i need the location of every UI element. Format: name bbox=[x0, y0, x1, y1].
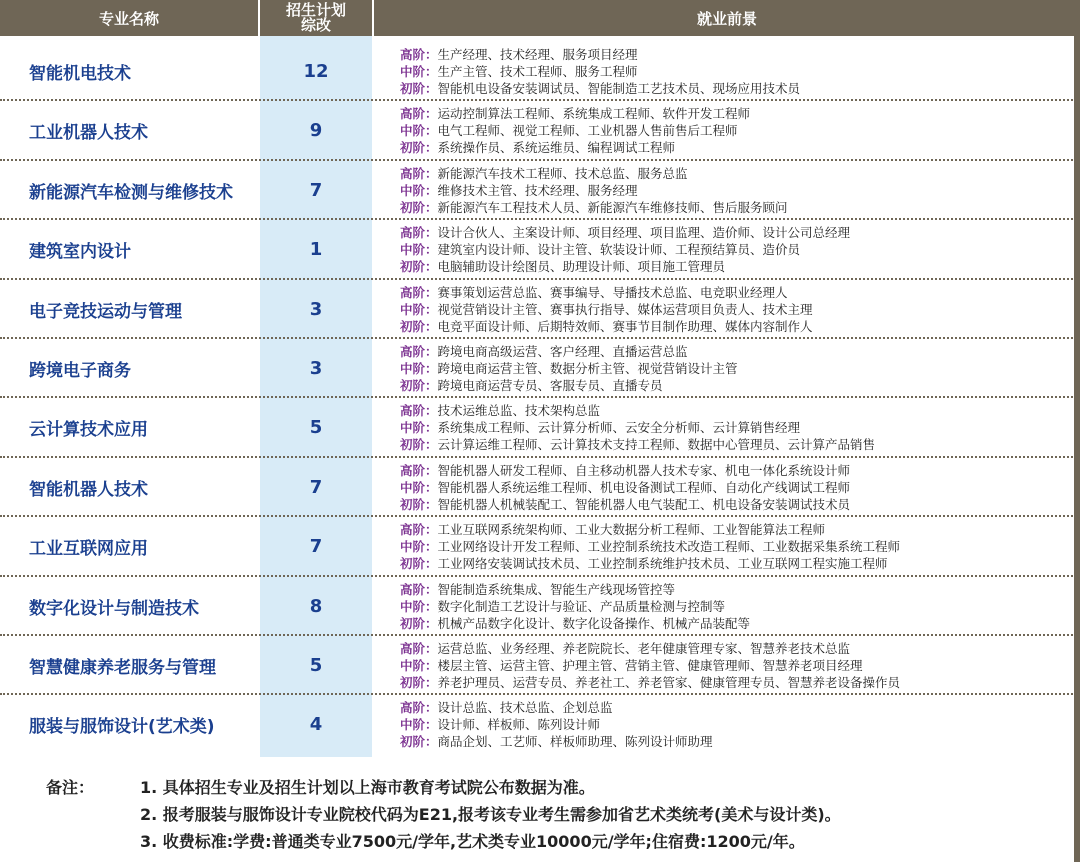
level-low-text: 新能源汽车工程技术人员、新能源汽车维修技师、售后服务顾问 bbox=[437, 199, 788, 215]
level-low bbox=[400, 555, 1080, 572]
level-low-text: 系统操作员、系统运维员、编程调试工程师 bbox=[437, 140, 676, 156]
table-row bbox=[0, 280, 1080, 339]
note-3: 3. 收费标准:学费:普通类专业7500元/学年,艺术类专业10000元/学年;住宿费:1200元/年。 bbox=[140, 832, 805, 851]
level-mid bbox=[400, 360, 1080, 377]
table-row bbox=[0, 636, 1080, 695]
enrollment-count: 7 bbox=[309, 476, 323, 498]
major-name: 云计算技术应用 bbox=[29, 420, 148, 441]
level-mid-text: 视觉营销设计主管、赛事执行指导、媒体运营项目负责人、技术主理 bbox=[437, 301, 813, 317]
level-low-label: 初阶： bbox=[400, 259, 438, 275]
level-mid bbox=[400, 301, 1080, 318]
level-high bbox=[400, 521, 1080, 538]
note-1: 1. 具体招生专业及招生计划以上海市教育考试院公布数据为准。 bbox=[140, 778, 595, 797]
level-low bbox=[400, 436, 1080, 453]
level-high bbox=[400, 402, 1080, 419]
level-high bbox=[400, 343, 1080, 360]
level-high-label: 高阶： bbox=[400, 47, 438, 62]
level-high-text: 运动控制算法工程师、系统集成工程师、软件开发工程师 bbox=[437, 106, 751, 122]
level-low bbox=[400, 318, 1080, 335]
major-name: 智能机电技术 bbox=[29, 64, 131, 84]
level-high-text: 设计合伙人、主案设计师、项目经理、项目监理、造价师、设计公司总经理 bbox=[437, 225, 851, 241]
level-low-label: 初阶： bbox=[400, 734, 438, 750]
level-high bbox=[400, 699, 1080, 716]
level-mid-label: 中阶： bbox=[400, 242, 438, 258]
level-high-label: 高阶： bbox=[400, 106, 438, 122]
level-high-text: 运营总监、业务经理、养老院院长、老年健康管理专家、智慧养老技术总监 bbox=[437, 641, 851, 656]
level-mid bbox=[400, 598, 1080, 615]
level-low-text: 电脑辅助设计绘图员、助理设计师、项目施工管理员 bbox=[437, 259, 726, 275]
level-low-label: 初阶： bbox=[400, 378, 438, 393]
level-high-label: 高阶： bbox=[400, 581, 438, 597]
level-high-label: 高阶： bbox=[400, 700, 438, 716]
level-high-label: 高阶： bbox=[400, 403, 438, 419]
enrollment-count: 9 bbox=[309, 120, 323, 142]
level-high bbox=[400, 105, 1080, 122]
level-mid-text: 设计师、样板师、陈列设计师 bbox=[437, 717, 601, 733]
level-high bbox=[400, 46, 1080, 63]
notes-section bbox=[0, 757, 1080, 862]
level-low-text: 跨境电商运营专员、客服专员、直播专员 bbox=[437, 378, 663, 393]
career-levels bbox=[400, 462, 1080, 513]
major-name: 智慧健康养老服务与管理 bbox=[29, 658, 216, 678]
level-mid bbox=[400, 657, 1080, 674]
level-high-text: 智能制造系统集成、智能生产线现场管控等 bbox=[437, 581, 676, 597]
major-name: 工业机器人技术 bbox=[29, 123, 148, 144]
level-high bbox=[400, 224, 1080, 241]
level-low bbox=[400, 674, 1080, 691]
enrollment-count: 7 bbox=[309, 536, 323, 558]
level-mid bbox=[400, 182, 1080, 199]
level-mid-label: 中阶： bbox=[400, 123, 438, 139]
level-mid bbox=[400, 538, 1080, 555]
level-high bbox=[400, 284, 1080, 301]
table-row bbox=[0, 458, 1080, 517]
header-enrollment-plan bbox=[258, 0, 374, 36]
level-high-label: 高阶： bbox=[400, 462, 438, 478]
header-major-name: 专业名称 bbox=[98, 9, 159, 28]
major-name: 新能源汽车检测与维修技术 bbox=[29, 182, 233, 203]
enrollment-count: 3 bbox=[309, 358, 323, 379]
level-mid-text: 智能机器人系统运维工程师、机电设备测试工程师、自动化产线调试工程师 bbox=[437, 479, 851, 495]
level-low-label: 初阶： bbox=[400, 675, 438, 690]
level-high-text: 新能源汽车技术工程师、技术总监、服务总监 bbox=[437, 165, 688, 181]
level-mid-label: 中阶： bbox=[400, 479, 438, 495]
level-low bbox=[400, 377, 1080, 394]
level-high-text: 技术运维总监、技术架构总监 bbox=[437, 403, 601, 419]
career-levels bbox=[400, 699, 1080, 750]
note-2: 2. 报考服装与服饰设计专业院校代码为E21,报考该专业考生需参加省艺术类统考(美术与设计类)。 bbox=[140, 805, 841, 824]
level-mid-label: 中阶： bbox=[400, 539, 438, 555]
enrollment-count: 12 bbox=[303, 61, 329, 82]
major-name: 智能机器人技术 bbox=[29, 479, 148, 500]
level-mid-text: 跨境电商运营主管、数据分析主管、视觉营销设计主管 bbox=[437, 361, 738, 376]
enrollment-count: 8 bbox=[309, 595, 323, 617]
career-levels bbox=[400, 284, 1080, 335]
major-name: 电子竞技运动与管理 bbox=[29, 301, 182, 322]
right-edge-bar bbox=[1074, 0, 1080, 862]
level-low-label: 初阶： bbox=[400, 496, 438, 512]
level-low-label: 初阶： bbox=[400, 556, 438, 572]
enrollment-count: 3 bbox=[309, 298, 323, 320]
level-low-text: 工业网络安装调试技术员、工业控制系统维护技术员、工业互联网工程实施工程师 bbox=[437, 556, 888, 572]
level-low bbox=[400, 258, 1080, 275]
level-mid-label: 中阶： bbox=[400, 658, 438, 673]
level-low-label: 初阶： bbox=[400, 615, 438, 631]
level-high-label: 高阶： bbox=[400, 641, 438, 656]
table-row bbox=[0, 101, 1080, 160]
enrollment-count: 5 bbox=[309, 417, 323, 439]
level-high-label: 高阶： bbox=[400, 344, 438, 359]
level-high bbox=[400, 581, 1080, 598]
major-name: 工业互联网应用 bbox=[29, 539, 148, 560]
level-low bbox=[400, 80, 1080, 97]
career-levels bbox=[400, 105, 1080, 156]
table-row bbox=[0, 695, 1080, 754]
level-low-text: 智能机电设备安装调试员、智能制造工艺技术员、现场应用技术员 bbox=[437, 81, 801, 96]
level-low-label: 初阶： bbox=[400, 140, 438, 156]
level-high bbox=[400, 462, 1080, 479]
career-levels bbox=[400, 521, 1080, 572]
enrollment-count: 7 bbox=[309, 179, 323, 201]
level-high-label: 高阶： bbox=[400, 225, 438, 241]
level-low-text: 养老护理员、运营专员、养老社工、养老管家、健康管理专员、智慧养老设备操作员 bbox=[437, 675, 901, 690]
level-mid-text: 系统集成工程师、云计算分析师、云安全分析师、云计算销售经理 bbox=[437, 420, 801, 436]
major-name: 服装与服饰设计(艺术类) bbox=[29, 717, 215, 738]
level-mid-label: 中阶： bbox=[400, 420, 438, 436]
enrollment-count: 1 bbox=[309, 239, 323, 261]
level-mid-text: 工业网络设计开发工程师、工业控制系统技术改造工程师、工业数据采集系统工程师 bbox=[437, 539, 901, 555]
level-low-text: 机械产品数字化设计、数字化设备操作、机械产品装配等 bbox=[437, 615, 751, 631]
level-high bbox=[400, 165, 1080, 182]
table-row bbox=[0, 339, 1080, 398]
level-low-label: 初阶： bbox=[400, 318, 438, 334]
level-low-text: 智能机器人机械装配工、智能机器人电气装配工、机电设备安装调试技术员 bbox=[437, 496, 851, 512]
level-high-label: 高阶： bbox=[400, 522, 438, 538]
level-mid-text: 建筑室内设计师、设计主管、软装设计师、工程预结算员、造价员 bbox=[437, 242, 801, 258]
level-mid-label: 中阶： bbox=[400, 361, 438, 376]
major-name: 跨境电子商务 bbox=[29, 361, 131, 381]
header-plan-line2: 综改 bbox=[300, 16, 331, 34]
level-high-text: 跨境电商高级运营、客户经理、直播运营总监 bbox=[437, 344, 688, 359]
level-mid-label: 中阶： bbox=[400, 717, 438, 733]
major-name: 建筑室内设计 bbox=[29, 242, 131, 263]
header-career-prospects: 就业前景 bbox=[696, 9, 757, 28]
career-levels bbox=[400, 343, 1080, 394]
table-row bbox=[0, 517, 1080, 576]
level-high-label: 高阶： bbox=[400, 284, 438, 300]
table-row bbox=[0, 220, 1080, 279]
level-mid-text: 电气工程师、视觉工程师、工业机器人售前售后工程师 bbox=[437, 123, 738, 139]
level-mid bbox=[400, 479, 1080, 496]
level-mid-text: 楼层主管、运营主管、护理主管、营销主管、健康管理师、智慧养老项目经理 bbox=[437, 658, 863, 673]
career-levels bbox=[400, 165, 1080, 216]
level-mid-label: 中阶： bbox=[400, 182, 438, 198]
level-mid bbox=[400, 716, 1080, 733]
level-high-text: 设计总监、技术总监、企划总监 bbox=[437, 700, 613, 716]
notes-label: 备注： bbox=[46, 778, 95, 797]
level-low-text: 云计算运维工程师、云计算技术支持工程师、数据中心管理员、云计算产品销售 bbox=[437, 437, 876, 453]
level-low-label: 初阶： bbox=[400, 81, 438, 96]
career-levels bbox=[400, 224, 1080, 275]
career-levels bbox=[400, 46, 1080, 97]
table-row bbox=[0, 577, 1080, 636]
level-low-label: 初阶： bbox=[400, 437, 438, 453]
level-mid-label: 中阶： bbox=[400, 598, 438, 614]
enrollment-count: 5 bbox=[309, 655, 323, 676]
level-mid bbox=[400, 63, 1080, 80]
level-mid-text: 维修技术主管、技术经理、服务经理 bbox=[437, 182, 638, 198]
level-mid-label: 中阶： bbox=[400, 64, 438, 79]
level-high-text: 智能机器人研发工程师、自主移动机器人技术专家、机电一体化系统设计师 bbox=[437, 462, 851, 478]
level-high-text: 赛事策划运营总监、赛事编导、导播技术总监、电竞职业经理人 bbox=[437, 284, 788, 300]
level-mid bbox=[400, 419, 1080, 436]
enrollment-count: 4 bbox=[309, 714, 323, 736]
table-header bbox=[0, 0, 1080, 36]
level-mid bbox=[400, 122, 1080, 139]
table-row bbox=[0, 161, 1080, 220]
table-row bbox=[0, 42, 1080, 101]
header-plan-line1: 招生计划 bbox=[285, 1, 346, 19]
career-levels bbox=[400, 640, 1080, 691]
level-high-text: 生产经理、技术经理、服务项目经理 bbox=[437, 47, 638, 62]
table-row bbox=[0, 398, 1080, 457]
level-high bbox=[400, 640, 1080, 657]
career-levels bbox=[400, 581, 1080, 632]
level-low bbox=[400, 733, 1080, 750]
level-high-label: 高阶： bbox=[400, 165, 438, 181]
level-low bbox=[400, 139, 1080, 156]
level-low bbox=[400, 496, 1080, 513]
level-mid-label: 中阶： bbox=[400, 301, 438, 317]
level-low bbox=[400, 199, 1080, 216]
level-low-text: 电竞平面设计师、后期特效师、赛事节目制作助理、媒体内容制作人 bbox=[437, 318, 813, 334]
major-name: 数字化设计与制造技术 bbox=[29, 598, 199, 619]
level-mid-text: 数字化制造工艺设计与验证、产品质量检测与控制等 bbox=[437, 598, 726, 614]
level-low-label: 初阶： bbox=[400, 199, 438, 215]
level-mid-text: 生产主管、技术工程师、服务工程师 bbox=[437, 64, 638, 79]
level-low-text: 商品企划、工艺师、样板师助理、陈列设计师助理 bbox=[437, 734, 713, 750]
career-levels bbox=[400, 402, 1080, 453]
level-high-text: 工业互联网系统架构师、工业大数据分析工程师、工业智能算法工程师 bbox=[437, 522, 826, 538]
level-mid bbox=[400, 241, 1080, 258]
level-low bbox=[400, 615, 1080, 632]
